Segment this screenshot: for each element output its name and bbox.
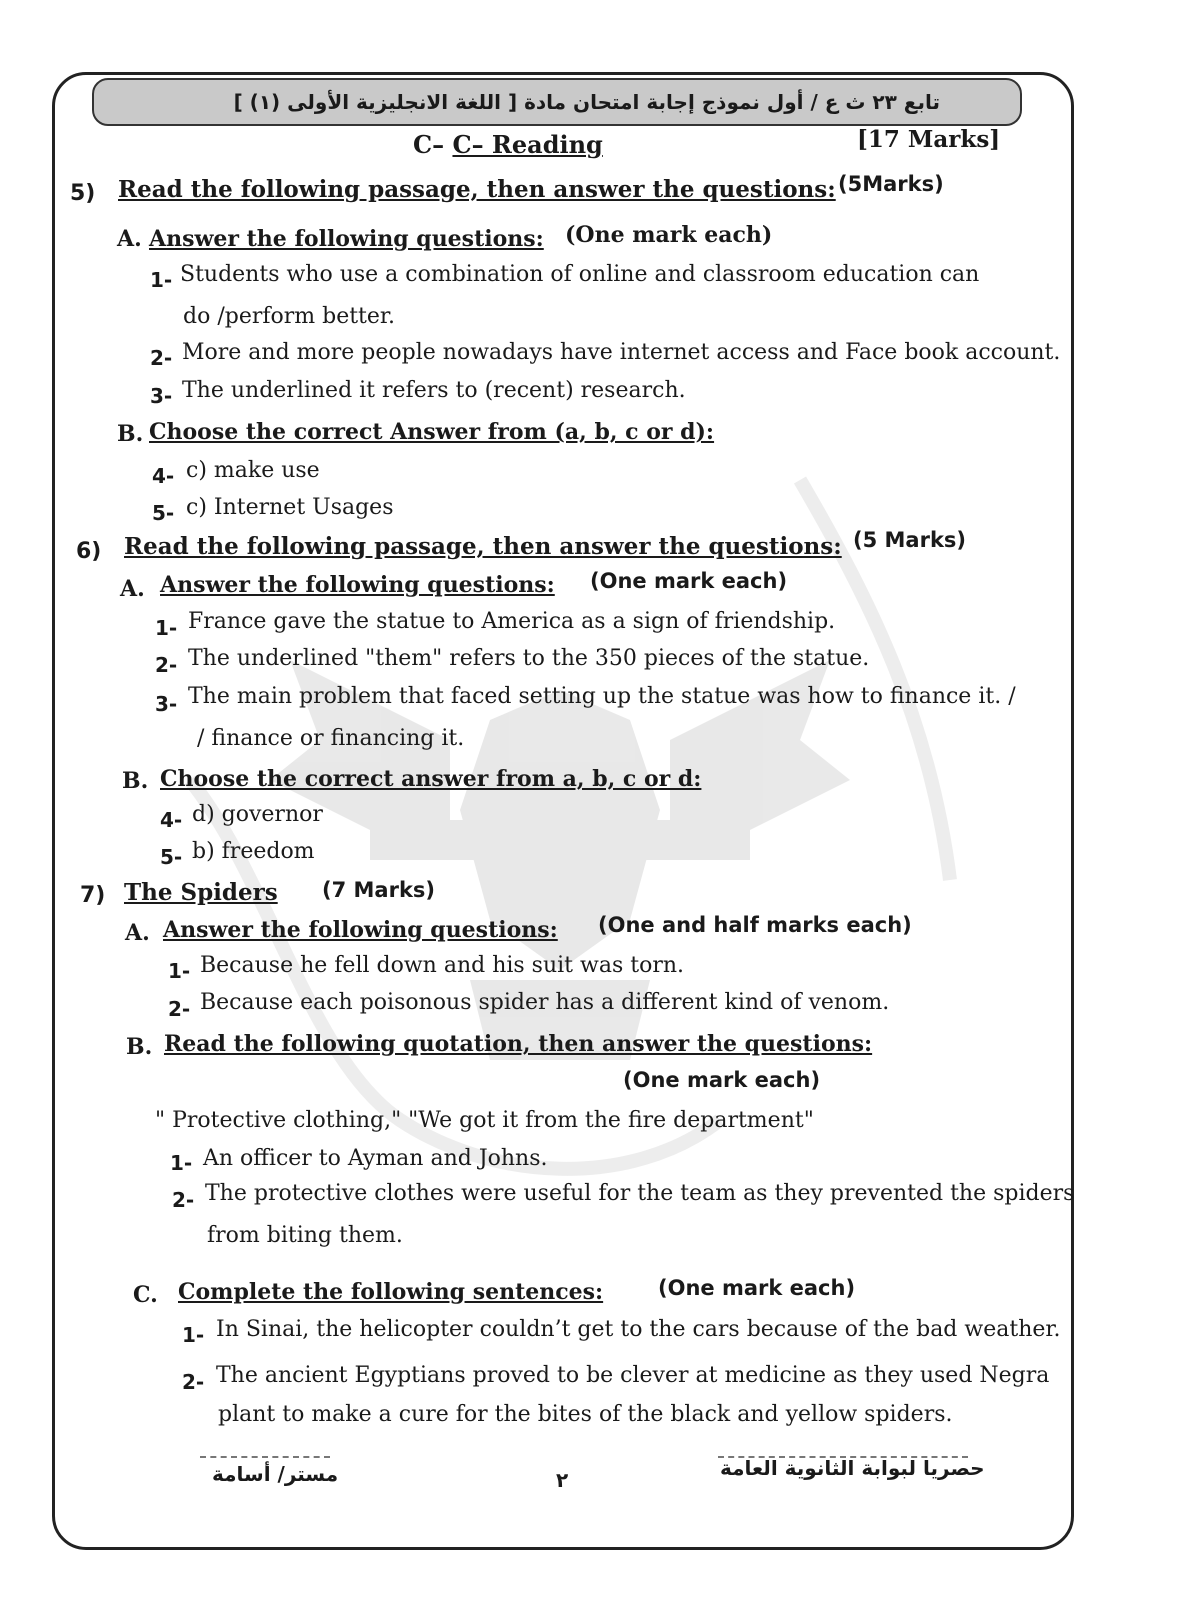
- subsection-marks: (One mark each): [565, 222, 773, 248]
- answer-text-continued: / finance or financing it.: [197, 726, 465, 751]
- answer-number: 2-: [155, 653, 178, 677]
- subsection-title: Answer the following questions:: [149, 226, 544, 252]
- answer-number: 5-: [152, 501, 175, 525]
- subsection-marks: (One mark each): [590, 569, 788, 593]
- answer-number: 2-: [168, 997, 191, 1021]
- subsection-marks: (One and half marks each): [598, 913, 912, 937]
- answer-text: b) freedom: [192, 839, 315, 864]
- question-marks: (5Marks): [838, 172, 944, 196]
- subsection-title: Answer the following questions:: [163, 917, 558, 943]
- quotation-text: " Protective clothing," "We got it from the fire department": [155, 1108, 814, 1133]
- subsection-title: Choose the correct answer from a, b, c or d:: [160, 766, 702, 792]
- footer-divider: [200, 1456, 330, 1458]
- subsection-label: A.: [125, 920, 150, 946]
- answer-text: The underlined it refers to (recent) research.: [182, 378, 686, 403]
- answer-text: In Sinai, the helicopter couldn’t get to the cars because of the bad weather.: [216, 1317, 1061, 1342]
- answer-number: 5-: [160, 845, 183, 869]
- answer-text: The main problem that faced setting up the statue was how to finance it. /: [188, 684, 1016, 709]
- question-title: Read the following passage, then answer the questions:: [124, 533, 842, 560]
- footer-publisher: حصريا لبوابة الثانوية العامة: [720, 1456, 985, 1480]
- answer-number: 3-: [155, 692, 178, 716]
- answer-number: 1-: [170, 1151, 193, 1175]
- question-number: 7): [80, 883, 106, 908]
- answer-text: c) make use: [186, 458, 320, 483]
- answer-text-continued: do /perform better.: [183, 304, 396, 329]
- answer-text: More and more people nowadays have internet access and Face book account.: [182, 340, 1061, 365]
- answer-text: An officer to Ayman and Johns.: [203, 1146, 548, 1171]
- subsection-label: A.: [117, 226, 142, 252]
- subsection-label: B.: [126, 1034, 153, 1060]
- subsection-title: Complete the following sentences:: [178, 1279, 604, 1305]
- answer-text: The underlined "them" refers to the 350 pieces of the statue.: [188, 646, 870, 671]
- subsection-label: B.: [117, 421, 144, 447]
- answer-text: d) governor: [192, 802, 323, 827]
- question-title: Read the following passage, then answer the questions:: [118, 176, 836, 203]
- page-number: ٢: [556, 1468, 569, 1492]
- answer-text-continued: from biting them.: [207, 1223, 403, 1248]
- answer-number: 4-: [152, 464, 175, 488]
- subsection-title: Answer the following questions:: [160, 572, 555, 598]
- answer-number: 1-: [168, 959, 191, 983]
- question-number: 5): [70, 181, 96, 206]
- answer-text: The ancient Egyptians proved to be clever at medicine as they used Negra: [216, 1363, 1050, 1388]
- answer-number: 2-: [172, 1188, 195, 1212]
- section-title: C– C– Reading: [413, 130, 603, 159]
- question-marks: (5 Marks): [853, 528, 967, 552]
- answer-text: Because he fell down and his suit was torn.: [200, 953, 684, 978]
- exam-header-banner: [92, 78, 1022, 126]
- answer-number: 1-: [150, 268, 173, 292]
- question-number: 6): [76, 539, 102, 564]
- footer-teacher-name: مستر/ أسامة: [212, 1462, 339, 1486]
- answer-text: The protective clothes were useful for the team as they prevented the spiders: [205, 1181, 1075, 1206]
- answer-number: 2-: [150, 346, 173, 370]
- answer-number: 1-: [182, 1323, 205, 1347]
- question-marks: (7 Marks): [322, 878, 436, 902]
- answer-text: Because each poisonous spider has a different kind of venom.: [200, 990, 890, 1015]
- subsection-label: C.: [133, 1282, 158, 1308]
- exam-header-title: تابع ٢٣ ث ع / أول نموذج إجابة امتحان مادة [ اللغة الانجليزية الأولى (١) ]: [233, 90, 940, 114]
- subsection-marks: (One mark each): [623, 1068, 821, 1092]
- subsection-label: A.: [120, 576, 145, 602]
- answer-number: 1-: [155, 616, 178, 640]
- answer-text: Students who use a combination of online and classroom education can: [180, 262, 980, 287]
- subsection-marks: (One mark each): [658, 1276, 856, 1300]
- subsection-title: Read the following quotation, then answer the questions:: [164, 1031, 873, 1057]
- answer-number: 2-: [182, 1370, 205, 1394]
- answer-number: 3-: [150, 384, 173, 408]
- answer-text-continued: plant to make a cure for the bites of the black and yellow spiders.: [218, 1402, 953, 1427]
- section-title-text: C– Reading: [452, 130, 603, 159]
- answer-text: France gave the statue to America as a sign of friendship.: [188, 609, 836, 634]
- answer-text: c) Internet Usages: [186, 495, 394, 520]
- subsection-title: Choose the correct Answer from (a, b, c or d):: [149, 419, 715, 445]
- section-marks: [17 Marks]: [857, 126, 1001, 153]
- question-title: The Spiders: [124, 879, 278, 906]
- answer-number: 4-: [160, 808, 183, 832]
- subsection-label: B.: [122, 768, 149, 794]
